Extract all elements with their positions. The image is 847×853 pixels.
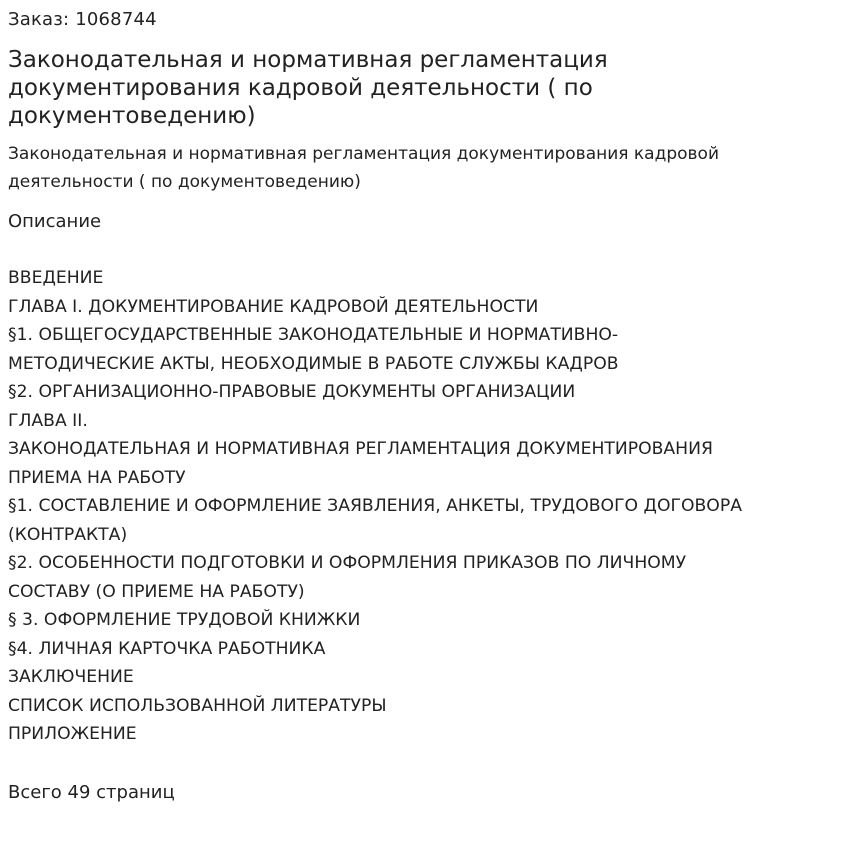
toc-item: ПРИЕМА НА РАБОТУ xyxy=(8,467,186,488)
page-title: Законодательная и нормативная регламентация документирования кадровой деятельности ( по документоведению) xyxy=(8,47,608,129)
total-pages: Всего 49 страниц xyxy=(8,781,175,803)
toc-item: ПРИЛОЖЕНИЕ xyxy=(8,724,137,744)
description-label: Описание xyxy=(8,211,102,232)
toc-item: ГЛАВА I. ДОКУМЕНТИРОВАНИЕ КАДРОВОЙ ДЕЯТЕЛЬНОСТИ xyxy=(8,296,539,317)
toc-item: § 3. ОФОРМЛЕНИЕ ТРУДОВОЙ КНИЖКИ xyxy=(8,610,361,630)
toc-item: ЗАКЛЮЧЕНИЕ xyxy=(8,667,134,687)
toc-item: §1. ОБЩЕГОСУДАРСТВЕННЫЕ ЗАКОНОДАТЕЛЬНЫЕ И НОРМАТИВНО- xyxy=(8,325,619,345)
toc-item: (КОНТРАКТА) xyxy=(8,524,128,545)
toc-item: СОСТАВУ (О ПРИЕМЕ НА РАБОТУ) xyxy=(8,581,305,602)
toc-item: §4. ЛИЧНАЯ КАРТОЧКА РАБОТНИКА xyxy=(8,638,326,659)
toc-item: ГЛАВА II. xyxy=(8,410,88,431)
toc-item: ЗАКОНОДАТЕЛЬНАЯ И НОРМАТИВНАЯ РЕГЛАМЕНТАЦИЯ ДОКУМЕНТИРОВАНИЯ xyxy=(8,439,713,459)
table-of-contents xyxy=(8,264,839,749)
toc-item: МЕТОДИЧЕСКИЕ АКТЫ, НЕОБХОДИМЫЕ В РАБОТЕ СЛУЖБЫ КАДРОВ xyxy=(8,353,619,374)
toc-item: СПИСОК ИСПОЛЬЗОВАННОЙ ЛИТЕРАТУРЫ xyxy=(8,695,387,716)
toc-item: §2. ОСОБЕННОСТИ ПОДГОТОВКИ И ОФОРМЛЕНИЯ ПРИКАЗОВ ПО ЛИЧНОМУ xyxy=(8,553,687,573)
toc-item: ВВЕДЕНИЕ xyxy=(8,268,104,288)
order-number: Заказ: 1068744 xyxy=(8,9,157,30)
toc-item: §2. ОРГАНИЗАЦИОННО-ПРАВОВЫЕ ДОКУМЕНТЫ ОРГАНИЗАЦИИ xyxy=(8,382,576,402)
page-subtitle: Законодательная и нормативная регламентация документирования кадровой деятельности ( по документоведению) xyxy=(8,144,720,192)
toc-item: §1. СОСТАВЛЕНИЕ И ОФОРМЛЕНИЕ ЗАЯВЛЕНИЯ, АНКЕТЫ, ТРУДОВОГО ДОГОВОРА xyxy=(8,496,742,516)
